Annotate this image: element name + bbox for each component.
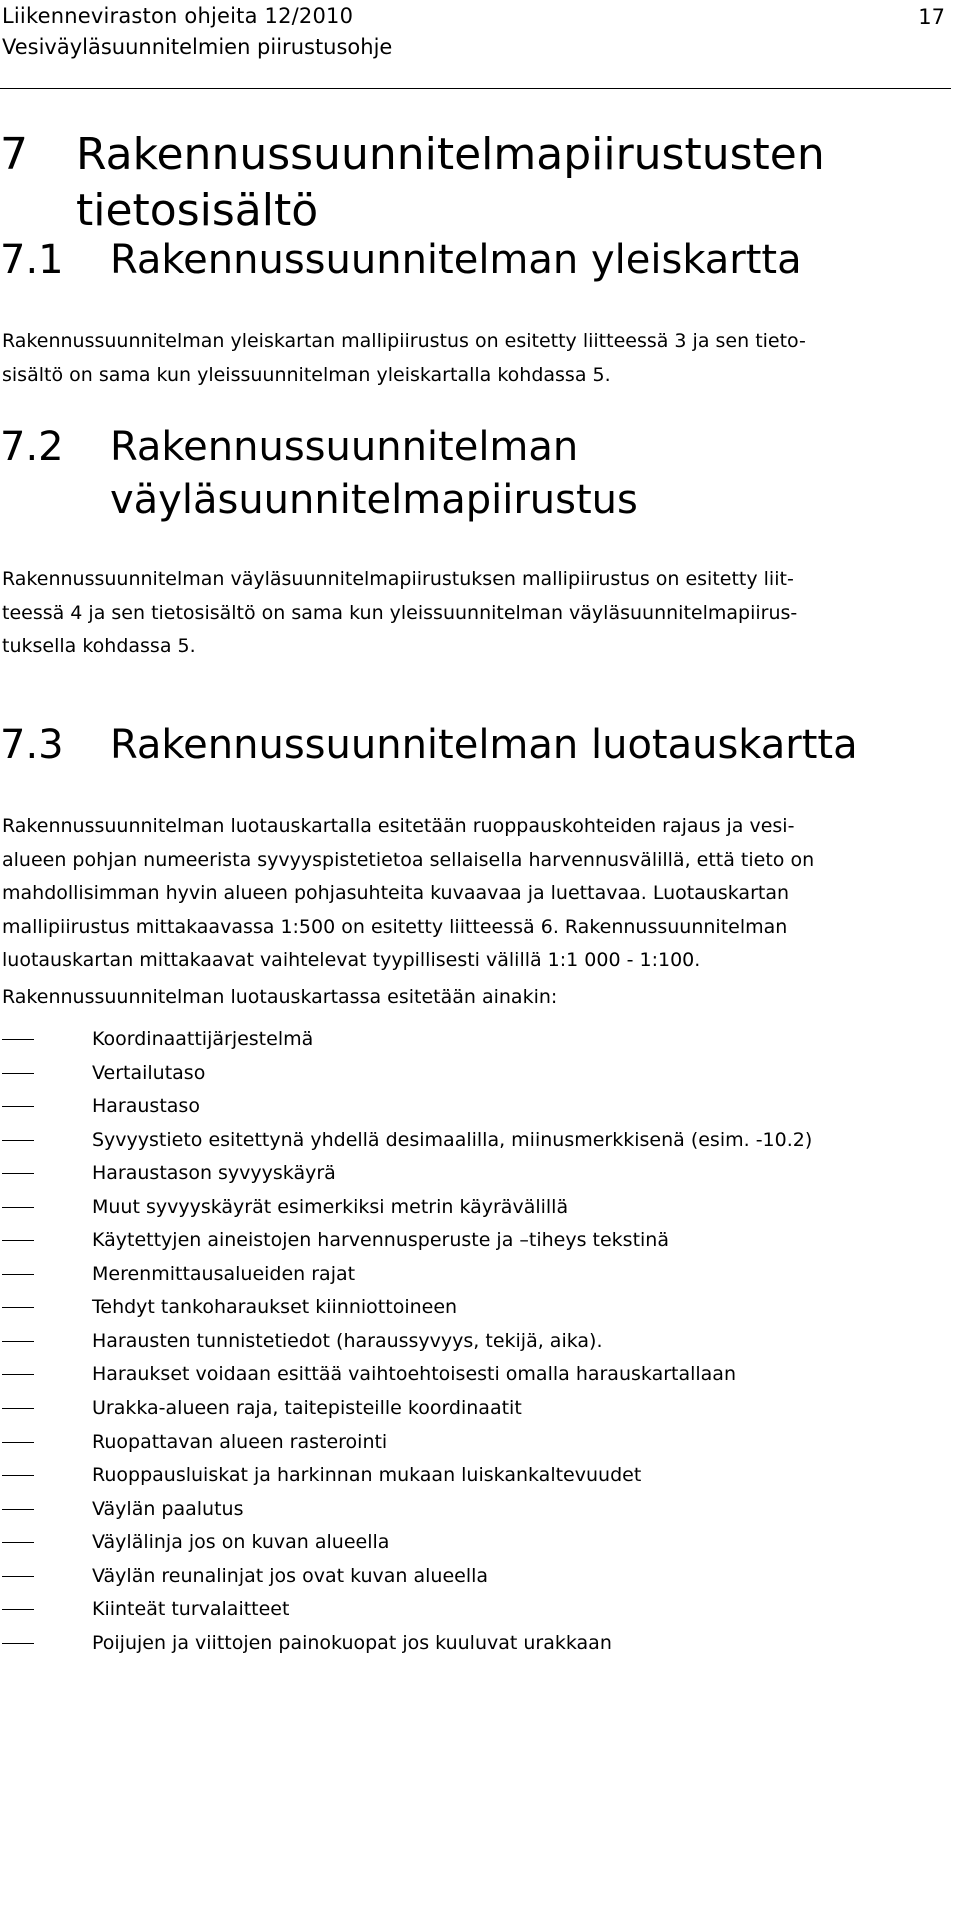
section-number: 7.3 <box>0 722 64 768</box>
chapter-heading <box>0 127 825 183</box>
dash-bullet <box>2 1643 34 1644</box>
list-item-text: Merenmittausalueiden rajat <box>92 1262 356 1285</box>
list-item <box>0 1090 950 1124</box>
list-item-text: Kiinteät turvalaitteet <box>92 1598 290 1621</box>
list-item <box>0 1392 950 1426</box>
paragraph-line: tuksella kohdassa 5. <box>2 635 196 658</box>
dash-bullet <box>2 1073 34 1074</box>
section-title-line2: väyläsuunnitelmapiirustus <box>110 477 638 523</box>
list-item <box>0 1023 950 1057</box>
section-number: 7.2 <box>0 424 64 470</box>
paragraph-line: Rakennussuunnitelman luotauskartalla esitetään ruoppauskohteiden rajaus ja vesi- <box>2 815 795 837</box>
section-heading-7-2 <box>0 420 578 474</box>
dash-bullet <box>2 1140 34 1141</box>
paragraph-line: Rakennussuunnitelman väyläsuunnitelmapiirustuksen mallipiirustus on esitetty liit- <box>2 568 794 590</box>
list-item <box>0 1124 950 1158</box>
dash-bullet <box>2 1542 34 1543</box>
dash-bullet <box>2 1374 34 1375</box>
list-item-text: Tehdyt tankoharaukset kiinniottoineen <box>92 1296 458 1319</box>
page-header <box>0 0 951 89</box>
section-number: 7.1 <box>0 237 64 283</box>
list-item-text: Haraukset voidaan esittää vaihtoehtoisesti omalla harauskartallaan <box>92 1363 736 1386</box>
list-item <box>0 1493 950 1527</box>
list-item-text: Poijujen ja viittojen painokuopat jos kuuluvat urakkaan <box>92 1631 612 1654</box>
paragraph-line: mahdollisimman hyvin alueen pohjasuhteita kuvaavaa ja luettavaa. Luotauskartan <box>2 882 790 905</box>
page-number: 17 <box>918 5 945 29</box>
dash-bullet <box>2 1307 34 1308</box>
list-item <box>0 1191 950 1225</box>
dash-bullet <box>2 1240 34 1241</box>
list-item <box>0 1593 950 1627</box>
chapter-number: 7 <box>0 129 28 180</box>
list-item <box>0 1426 950 1460</box>
list-item <box>0 1358 950 1392</box>
list-intro-text: Rakennussuunnitelman luotauskartassa esitetään ainakin: <box>2 986 558 1008</box>
section-7-2-paragraph <box>2 563 950 664</box>
section-title: Rakennussuunnitelman luotauskartta <box>110 722 858 768</box>
list-item-text: Käytettyjen aineistojen harvennusperuste ja –tiheys tekstinä <box>92 1229 669 1252</box>
section-7-3-paragraph <box>2 810 950 978</box>
list-intro <box>2 981 950 1015</box>
dash-bullet <box>2 1341 34 1342</box>
paragraph-line: mallipiirustus mittakaavassa 1:500 on esitetty liitteessä 6. Rakennussuunnitelman <box>2 915 788 938</box>
list-item-text: Väylän reunalinjat jos ovat kuvan alueella <box>92 1564 489 1587</box>
dash-bullet <box>2 1576 34 1577</box>
list-item-text: Ruopattavan alueen rasterointi <box>92 1430 388 1453</box>
list-item <box>0 1459 950 1493</box>
dash-bullet <box>2 1442 34 1443</box>
list-item-text: Vertailutaso <box>92 1061 206 1084</box>
paragraph-line: teessä 4 ja sen tietosisältö on sama kun yleissuunnitelman väyläsuunnitelmapiirus- <box>2 601 798 624</box>
section-heading-7-3 <box>0 718 858 772</box>
list-item-text: Muut syvyyskäyrät esimerkiksi metrin käyrävälillä <box>92 1195 569 1218</box>
list-item <box>0 1560 950 1594</box>
list-item-text: Väylälinja jos on kuvan alueella <box>92 1531 390 1554</box>
list-item-text: Urakka-alueen raja, taitepisteille koordinaatit <box>92 1397 522 1420</box>
document-subtitle: Vesiväyläsuunnitelmien piirustusohje <box>2 35 393 59</box>
paragraph-line: luotauskartan mittakaavat vaihtelevat tyypillisesti välillä 1:1 000 - 1:100. <box>2 949 701 972</box>
list-item <box>0 1157 950 1191</box>
list-item <box>0 1057 950 1091</box>
chapter-title-line1: Rakennussuunnitelmapiirustusten <box>76 129 825 180</box>
list-item <box>0 1291 950 1325</box>
list-item-text: Syvyystieto esitettynä yhdellä desimaalilla, miinusmerkkisenä (esim. -10.2) <box>92 1128 813 1151</box>
list-item <box>0 1526 950 1560</box>
content-list <box>0 1023 950 1660</box>
paragraph-line: alueen pohjan numeerista syvyyspistetietoa sellaisella harvennusvälillä, että tieto on <box>2 848 815 871</box>
list-item <box>0 1258 950 1292</box>
section-title-line1: Rakennussuunnitelman <box>110 424 579 470</box>
list-item-text: Väylän paalutus <box>92 1497 244 1520</box>
dash-bullet <box>2 1173 34 1174</box>
list-item <box>0 1325 950 1359</box>
section-heading-7-1 <box>0 233 802 287</box>
list-item-text: Harausten tunnistetiedot (haraussyvyys, tekijä, aika). <box>92 1329 603 1352</box>
dash-bullet <box>2 1039 34 1040</box>
dash-bullet <box>2 1207 34 1208</box>
section-7-1-paragraph <box>2 325 950 392</box>
section-title: Rakennussuunnitelman yleiskartta <box>110 237 802 283</box>
list-item <box>0 1224 950 1258</box>
chapter-title-line2: tietosisältö <box>76 185 319 236</box>
list-item-text: Haraustaso <box>92 1095 200 1118</box>
list-item-text: Ruoppausluiskat ja harkinnan mukaan luiskankaltevuudet <box>92 1464 642 1487</box>
publication-title: Liikenneviraston ohjeita 12/2010 <box>2 4 354 28</box>
list-item-text: Haraustason syvyyskäyrä <box>92 1162 336 1185</box>
list-item <box>0 1627 950 1661</box>
dash-bullet <box>2 1609 34 1610</box>
paragraph-line: sisältö on sama kun yleissuunnitelman yleiskartalla kohdassa 5. <box>2 363 611 386</box>
paragraph-line: Rakennussuunnitelman yleiskartan mallipiirustus on esitetty liitteessä 3 ja sen tieto- <box>2 330 806 352</box>
dash-bullet <box>2 1106 34 1107</box>
dash-bullet <box>2 1509 34 1510</box>
dash-bullet <box>2 1274 34 1275</box>
dash-bullet <box>2 1475 34 1476</box>
list-item-text: Koordinaattijärjestelmä <box>92 1028 314 1050</box>
dash-bullet <box>2 1408 34 1409</box>
